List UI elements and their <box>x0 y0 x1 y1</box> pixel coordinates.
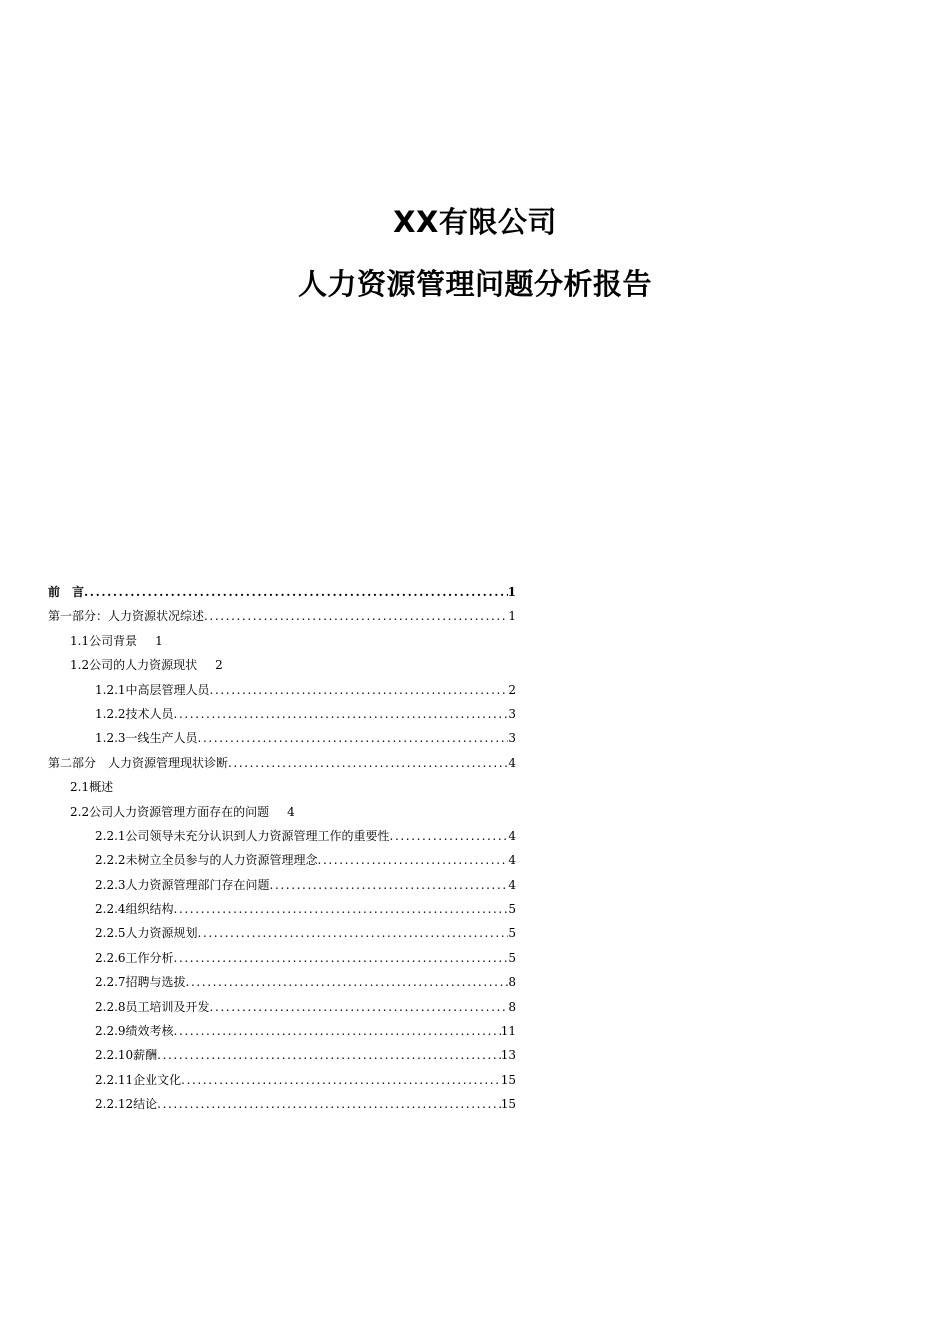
toc-leader-dots <box>204 604 508 628</box>
toc-entry-text: 2.2.7招聘与选拔 <box>95 975 186 990</box>
toc-entry[interactable] <box>48 1043 516 1067</box>
toc-entry-text: 2.2.12结论 <box>95 1097 158 1112</box>
toc-entry-page: 5 <box>508 902 516 917</box>
toc-entry-page: 5 <box>508 950 516 965</box>
toc-entry-text: 2.2.3人力资源管理部门存在问题 <box>95 877 270 892</box>
toc-entry-text: 2.2.9绩效考核 <box>95 1024 174 1039</box>
toc-entry[interactable] <box>48 873 516 897</box>
toc-entry-text: 2.1概述 <box>70 780 114 795</box>
toc-entry-page: 2 <box>215 658 223 673</box>
toc-entry[interactable] <box>48 604 516 628</box>
toc-entry[interactable] <box>48 995 516 1019</box>
toc-entry-page: 1 <box>508 609 516 624</box>
toc-entry-page: 1 <box>507 584 516 599</box>
toc-leader-dots <box>174 702 509 726</box>
toc-entry[interactable] <box>48 848 516 872</box>
toc-entry[interactable] <box>48 629 516 653</box>
toc-leader-dots <box>174 1019 501 1043</box>
toc-leader-dots <box>157 1092 501 1116</box>
toc-entry-page: 4 <box>508 877 516 892</box>
toc-entry[interactable] <box>48 1068 516 1092</box>
toc-entry-page: 1 <box>155 633 163 648</box>
toc-entry[interactable] <box>48 800 516 824</box>
toc-leader-dots <box>174 946 509 970</box>
toc-entry-page: 4 <box>508 828 516 843</box>
toc-leader-dots <box>210 995 509 1019</box>
toc-entry-page: 15 <box>500 1072 516 1087</box>
toc-entry[interactable] <box>48 726 516 750</box>
toc-entry[interactable] <box>48 580 516 604</box>
toc-entry-page: 3 <box>508 731 516 746</box>
company-name: XX有限公司 <box>393 205 557 239</box>
toc-entry-text: 前 言 <box>48 584 85 599</box>
toc-entry[interactable] <box>48 897 516 921</box>
toc-entry-text: 2.2.11企业文化 <box>95 1072 182 1087</box>
toc-entry-page: 8 <box>508 975 516 990</box>
toc-leader-dots <box>84 580 508 604</box>
toc-leader-dots <box>157 1043 501 1067</box>
toc-leader-dots <box>181 1068 501 1092</box>
cover-title-block <box>0 196 950 320</box>
toc-entry-text: 1.2公司的人力资源现状 <box>70 658 198 673</box>
toc-entry-page: 5 <box>508 926 516 941</box>
toc-entry-page: 4 <box>508 853 516 868</box>
toc-leader-dots <box>198 726 509 750</box>
toc-entry-text: 第一部分：人力资源状况综述 <box>48 609 205 624</box>
toc-entry-page: 15 <box>500 1097 516 1112</box>
toc-entry-text: 2.2.6工作分析 <box>95 950 174 965</box>
toc-entry-text: 第二部分 人力资源管理现状诊断 <box>48 755 229 770</box>
toc-entry[interactable] <box>48 1092 516 1116</box>
toc-entry-page: 3 <box>508 706 516 721</box>
toc-entry[interactable] <box>48 702 516 726</box>
toc-entry-text: 2.2.1公司领导未充分认识到人力资源管理工作的重要性 <box>95 828 390 843</box>
toc-entry[interactable] <box>48 970 516 994</box>
toc-entry[interactable] <box>48 824 516 848</box>
toc-leader-dots <box>318 848 509 872</box>
toc-entry[interactable] <box>48 946 516 970</box>
toc-entry-text: 1.1公司背景 <box>70 633 138 648</box>
toc-entry-text: 2.2.8员工培训及开发 <box>95 999 210 1014</box>
toc-entry-page: 2 <box>508 682 516 697</box>
toc-entry-text: 1.2.1中高层管理人员 <box>95 682 210 697</box>
toc-entry[interactable] <box>48 921 516 945</box>
toc-leader-dots <box>228 751 508 775</box>
toc-entry[interactable] <box>48 653 516 677</box>
toc-entry-page: 8 <box>508 999 516 1014</box>
toc-entry-text: 2.2.2未树立全员参与的人力资源管理理念 <box>95 853 318 868</box>
toc-entry[interactable] <box>48 1019 516 1043</box>
toc-entry-page: 13 <box>500 1048 516 1063</box>
table-of-contents <box>48 580 516 1117</box>
toc-entry-text: 2.2公司人力资源管理方面存在的问题 <box>70 804 270 819</box>
toc-entry[interactable] <box>48 775 516 799</box>
toc-entry-text: 1.2.3一线生产人员 <box>95 731 198 746</box>
toc-entry-text: 1.2.2技术人员 <box>95 706 174 721</box>
toc-entry-page: 4 <box>508 755 516 770</box>
toc-leader-dots <box>390 824 509 848</box>
toc-entry[interactable] <box>48 678 516 702</box>
toc-leader-dots <box>210 678 509 702</box>
toc-entry-text: 2.2.5人力资源规划 <box>95 926 198 941</box>
toc-leader-dots <box>174 897 509 921</box>
report-title: 人力资源管理问题分析报告 <box>297 267 652 301</box>
toc-entry-text: 2.2.10薪酬 <box>95 1048 158 1063</box>
toc-entry[interactable] <box>48 751 516 775</box>
toc-leader-dots <box>198 921 509 945</box>
toc-leader-dots <box>186 970 509 994</box>
toc-entry-page: 11 <box>500 1024 516 1039</box>
toc-entry-page: 4 <box>287 804 295 819</box>
toc-leader-dots <box>270 873 509 897</box>
toc-entry-text: 2.2.4组织结构 <box>95 902 174 917</box>
